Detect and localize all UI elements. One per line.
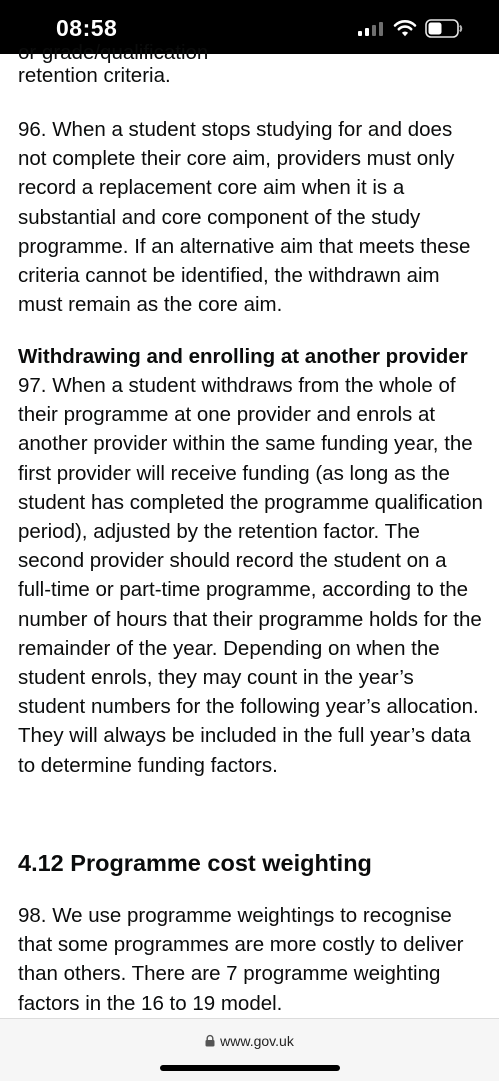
battery-icon	[425, 19, 463, 38]
url-text: www.gov.uk	[220, 1033, 294, 1049]
paragraph-96: 96. When a student stops studying for and does not complete their core aim, providers must only record a replacement core aim when it is a substantial and core component of the study programme. If an alternative aim that meets these criteria cannot be identified, the withdrawn aim must remain as the core aim.	[18, 118, 471, 317]
browser-address-bar[interactable]	[0, 1018, 499, 1081]
home-indicator[interactable]	[160, 1065, 340, 1071]
article-content	[0, 41, 499, 1018]
status-time: 08:58	[56, 15, 118, 41]
clipped-previous-line: or grade/qualification	[18, 41, 209, 64]
lock-icon	[205, 1035, 215, 1047]
url-container[interactable]	[0, 1033, 499, 1049]
section-heading-programme-cost-weighting: 4.12 Programme cost weighting	[18, 850, 372, 876]
paragraph-98: 98. We use programme weightings to recognise that some programmes are more costly to deliver than others. There are 7 programme weighting factors in the 16 to 19 model.	[18, 904, 464, 1015]
cellular-signal-icon	[358, 22, 384, 36]
wifi-icon	[394, 19, 416, 37]
subheading-withdrawing: Withdrawing and enrolling at another provider	[18, 345, 468, 368]
paragraph-97: 97. When a student withdraws from the whole of their programme at one provider and enrols at another provider within the same funding year, the first provider will receive funding (as long as the student has completed the programme qualification period), adjusted by the retention factor. The second provider should record the student on a full-time or part-time programme, according to the number of hours that their programme holds for the remainder of the year. Depending on when the student enrols, they may count in the year’s student numbers for the following year’s allocation. They will always be included in the full year’s data to determine funding factors.	[18, 374, 483, 777]
retention-criteria-line: retention criteria.	[18, 64, 171, 87]
